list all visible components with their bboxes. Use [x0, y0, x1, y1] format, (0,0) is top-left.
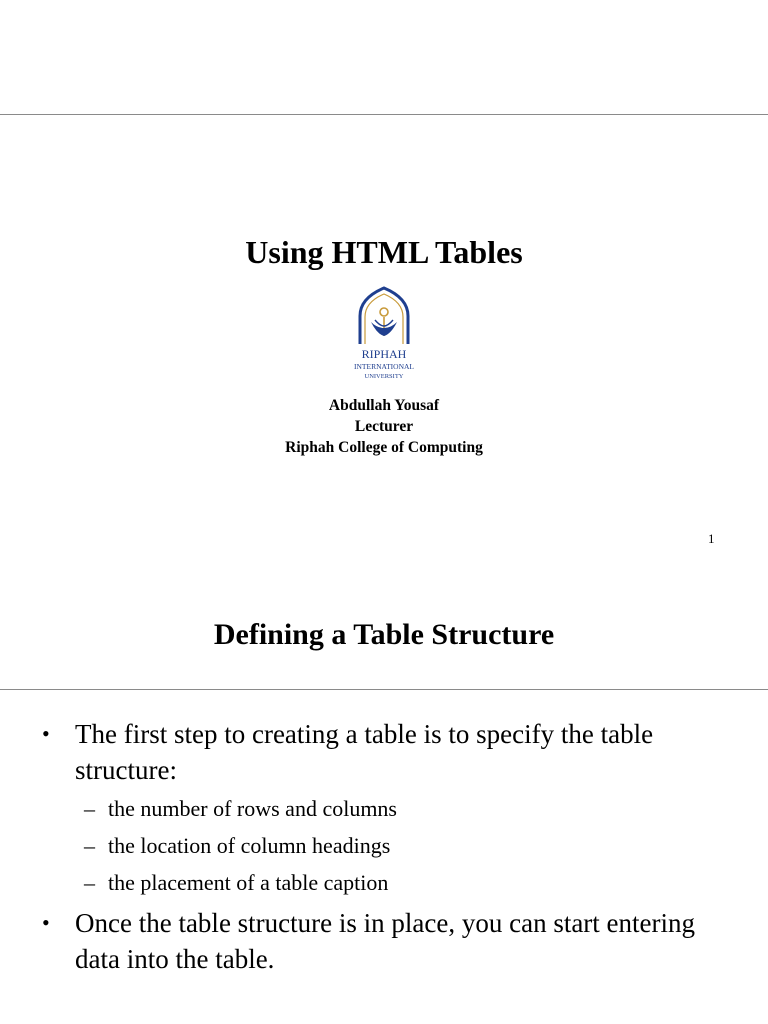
- slide-title: Defining a Table Structure: [213, 618, 555, 651]
- author-block: [0, 395, 768, 458]
- slide-title: Using HTML Tables: [245, 234, 523, 270]
- author-name: Abdullah Yousaf: [328, 397, 440, 414]
- dash-icon: –: [84, 796, 95, 821]
- title-rule: [0, 689, 768, 690]
- logo-name: RIPHAH: [361, 347, 407, 361]
- bullet-icon: •: [42, 910, 50, 935]
- bullet-text: The first step to creating a table is to specify the table structure:: [75, 719, 654, 785]
- author-institution: Riphah College of Computing: [285, 439, 483, 456]
- bullet-icon: •: [42, 721, 50, 746]
- dash-icon: –: [84, 870, 95, 895]
- logo-line2: INTERNATIONAL: [354, 362, 414, 371]
- bullet-text: Once the table structure is in place, you can start entering data into the table.: [75, 908, 696, 974]
- page-number: 1: [708, 531, 715, 546]
- logo-line3: UNIVERSITY: [364, 373, 404, 380]
- sub-bullet-text: the placement of a table caption: [108, 870, 389, 895]
- university-logo: [344, 286, 424, 384]
- author-role: Lecturer: [354, 418, 414, 435]
- sub-bullet-text: the number of rows and columns: [108, 796, 397, 821]
- dash-icon: –: [84, 833, 95, 858]
- sub-bullet-text: the location of column headings: [108, 833, 391, 858]
- header-rule: [0, 114, 768, 115]
